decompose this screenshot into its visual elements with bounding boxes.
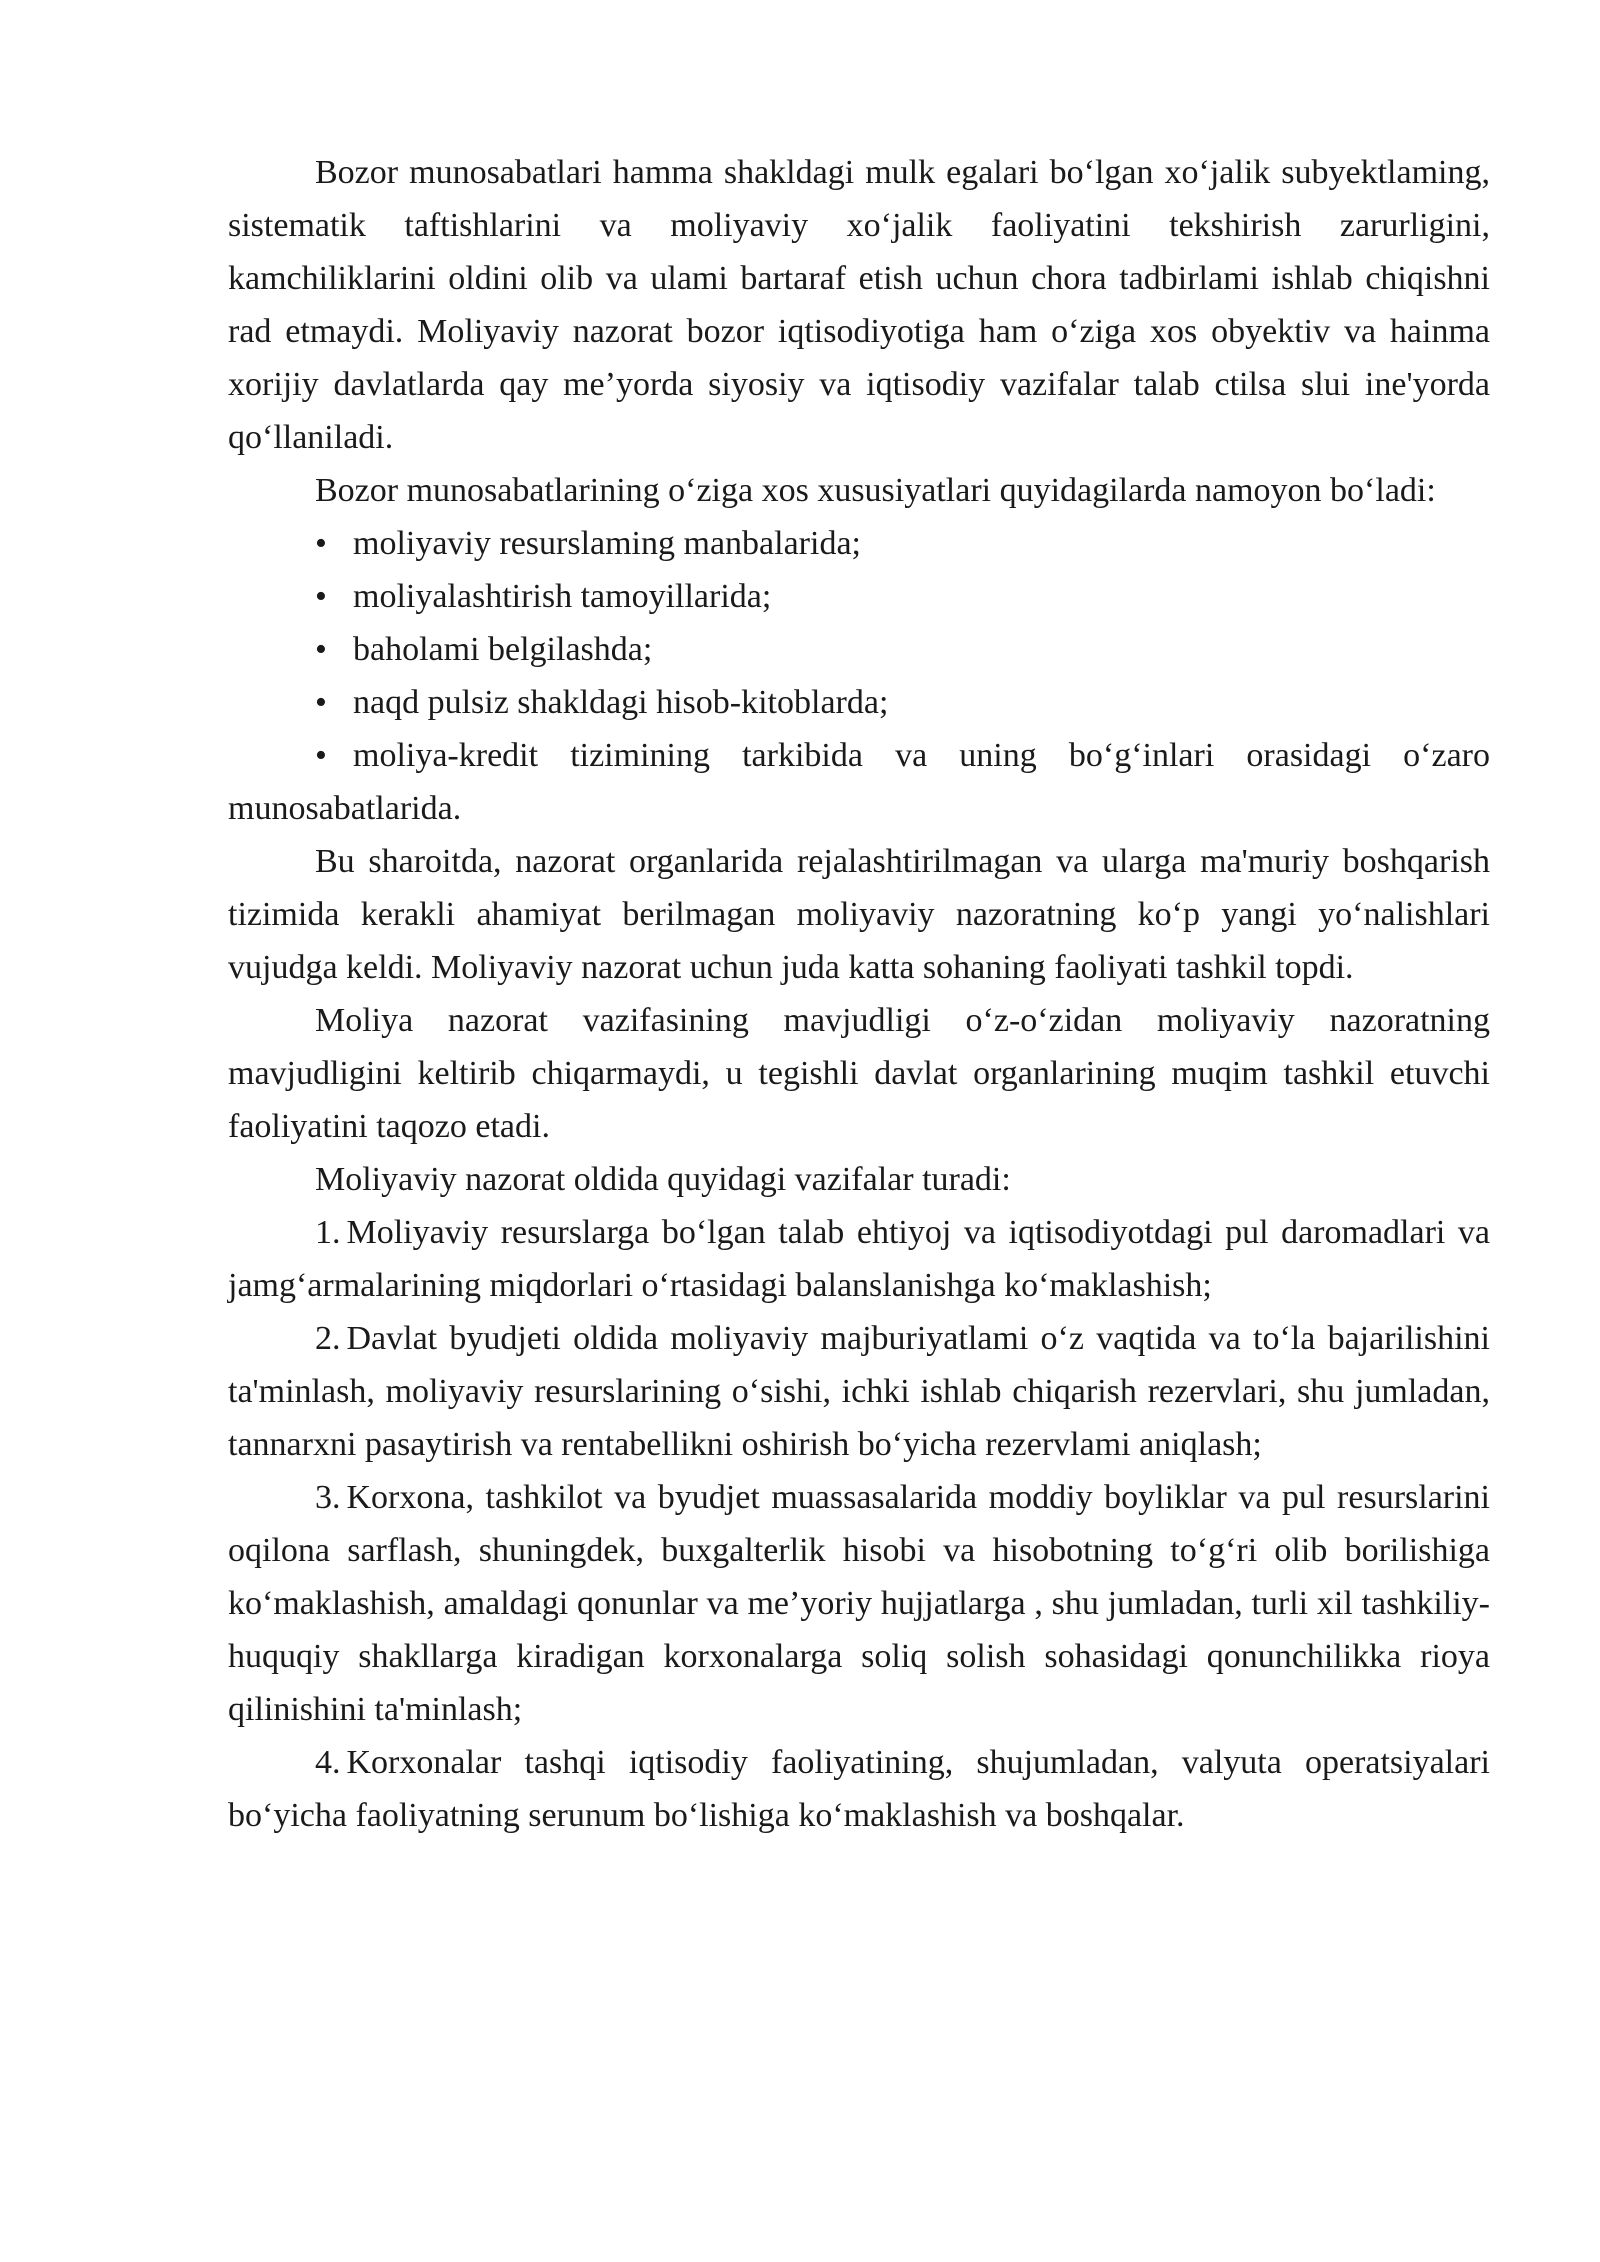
bullet-icon: • [315,737,327,774]
numbered-item [228,1471,1490,1736]
paragraph-tasks-intro: Moliyaviy nazorat oldida quyidagi vazifalar turadi: [315,1161,1011,1198]
list-item [228,517,1490,570]
list-item [228,729,1490,835]
numbered-item [228,1206,1490,1312]
numbered-item [228,1312,1490,1471]
item-number: 3. [315,1479,341,1516]
bullet-icon: • [315,631,327,668]
item-number: 2. [315,1320,341,1357]
paragraph-market-relations: Bozor munosabatlari hamma shakldagi mulk egalari bo‘lgan xo‘jalik subyektlaming, sistematik taftishlarini va moliyaviy xo‘jalik faoliyatini tekshirish zarurligini, kamchiliklarini oldini olib va ulami bartaraf etish uchun chora tadbirlami ishlab chiqishni rad etmaydi. Moliyaviy nazorat bozor iqtisodiyotiga ham o‘ziga xos obyektiv va hainma xorijiy davlatlarda qay me’yorda siyosiy va iqtisodiy vazifalar talab ctilsa slui ine'yorda qo‘llaniladi. [228,154,1490,456]
numbered-item-text: Moliyaviy resurslarga bo‘lgan talab ehtiyoj va iqtisodiyotdagi pul daromadlari va jamg‘armalarining miqdorlari o‘rtasidagi balanslanishga ko‘maklashish; [228,1214,1490,1304]
bullet-icon: • [315,578,327,615]
list-item-text: moliyalashtirish tamoyillarida; [353,578,772,615]
list-item [228,570,1490,623]
numbered-item-text: Korxona, tashkilot va byudjet muassasalarida moddiy boyliklar va pul resurslarini oqilona sarflash, shuningdek, buxgalterlik hisobi va hisobotning to‘g‘ri olib borilishiga ko‘maklashish, amaldagi qonunlar va me’yoriy hujjatlarga , shu jumladan, turli xil tashkiliy-huquqiy shakllarga kiradigan korxonalarga soliq solish sohasidagi qonunchilikka rioya qilinishini ta'minlash; [228,1479,1490,1728]
item-number: 1. [315,1214,341,1251]
paragraph-control-existence: Moliya nazorat vazifasining mavjudligi o‘z-o‘zidan moliyaviy nazoratning mavjudligini keltirib chiqarmaydi, u tegishli davlat organlarining muqim tashkil etuvchi faoliyatini taqozo etadi. [228,1002,1490,1145]
paragraph-new-directions: Bu sharoitda, nazorat organlarida rejalashtirilmagan va ularga ma'muriy boshqarish tizimida kerakli ahamiyat berilmagan moliyaviy nazoratning ko‘p yangi yo‘nalishlari vujudga keldi. Moliyaviy nazorat uchun juda katta sohaning faoliyati tashkil topdi. [228,843,1490,986]
list-item-text: naqd pulsiz shakldagi hisob-kitoblarda; [353,684,889,721]
list-item [228,676,1490,729]
item-number: 4. [315,1744,341,1781]
list-item [228,623,1490,676]
bullet-icon: • [315,525,327,562]
list-item-text: moliyaviy resurslaming manbalarida; [353,525,861,562]
paragraph-market-features-intro: Bozor munosabatlarining o‘ziga xos xususiyatlari quyidagilarda namoyon bo‘ladi: [315,472,1436,509]
bullet-icon: • [315,684,327,721]
numbered-item-text: Korxonalar tashqi iqtisodiy faoliyatining, shujumladan, valyuta operatsiyalari bo‘yicha faoliyatning serunum bo‘lishiga ko‘maklashish va boshqalar. [228,1744,1490,1834]
document-page [228,146,1490,1842]
numbered-item-text: Davlat byudjeti oldida moliyaviy majburiyatlami o‘z vaqtida va to‘la bajarilishini ta'minlash, moliyaviy resurslarining o‘sishi, ichki ishlab chiqarish rezervlari, shu jumladan, tannarxni pasaytirish va rentabellikni oshirish bo‘yicha rezervlami aniqlash; [228,1320,1490,1463]
list-item-text: moliya-kredit tizimining tarkibida va uning bo‘g‘inlari orasidagi o‘zaro munosabatlarida. [228,737,1490,827]
list-item-text: baholami belgilashda; [353,631,653,668]
numbered-item [228,1736,1490,1842]
